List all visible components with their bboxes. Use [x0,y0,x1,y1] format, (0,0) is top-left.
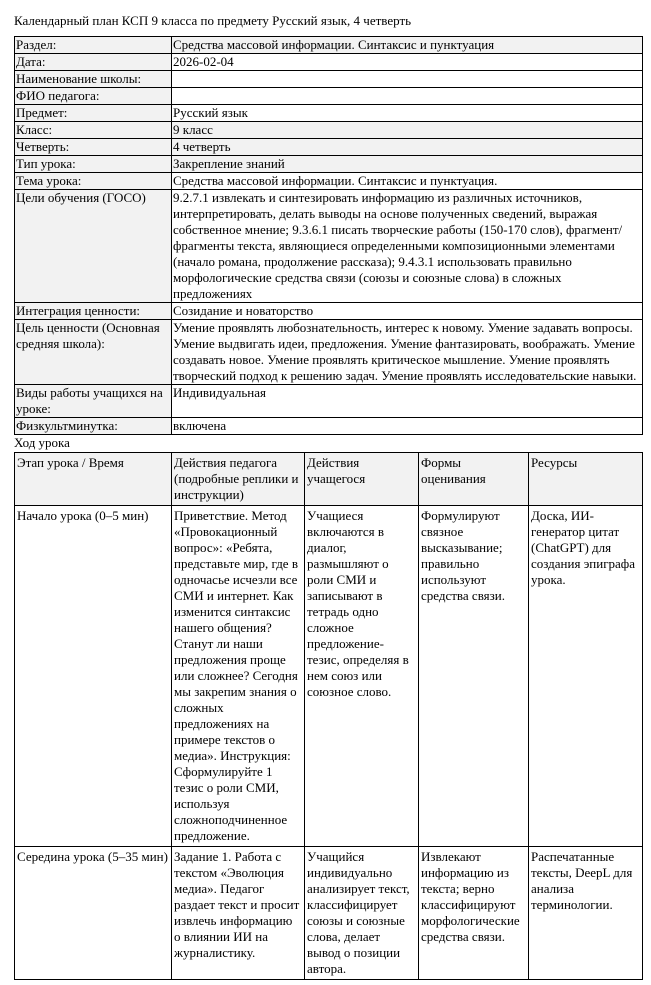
info-value: Умение проявлять любознательность, интерес к новому. Умение задавать вопросы. Умение выдвигать идеи, предложения. Умение фантазировать, воображать. Умение создавать новое. Умение проявлять критическое мышление. Умение проявлять творческий подход к решению задач. Умение проявлять исследовательские навыки. [172,320,643,385]
info-label: Тема урока: [15,173,172,190]
info-row [15,320,643,385]
cell-teacher: Задание 1. Работа с текстом «Эволюция медиа». Педагог раздает текст и просит извлечь информацию о влиянии ИИ на журналистику. [172,847,305,980]
info-label: ФИО педагога: [15,88,172,105]
info-value: Индивидуальная [172,385,643,418]
cell-stage: Середина урока (5–35 мин) [15,847,172,980]
cell-student: Учащиеся включаются в диалог, размышляют о роли СМИ и записывают в тетрадь одно сложное предложение-тезис, определяя в нем союз или союзное слово. [305,506,419,847]
cell-assessment: Извлекают информацию из текста; верно классифицируют морфологические средства связи. [419,847,529,980]
info-value: 9 класс [172,122,643,139]
lesson-flow-row [15,847,643,980]
info-label: Физкультминутка: [15,418,172,435]
info-row [15,105,643,122]
info-value: включена [172,418,643,435]
lesson-flow-label: Ход урока [14,435,70,450]
info-row [15,418,643,435]
cell-assessment: Формулируют связное высказывание; правильно используют средства связи. [419,506,529,847]
info-label: Тип урока: [15,156,172,173]
cell-stage: Начало урока (0–5 мин) [15,506,172,847]
info-row [15,385,643,418]
info-value: Созидание и новаторство [172,303,643,320]
info-value: 9.2.7.1 извлекать и синтезировать информацию из различных источников, интерпретировать, делать выводы на основе полученных сведений, выражая собственное мнение; 9.3.6.1 писать творческие работы (150-170 слов), фрагмент/фрагменты текста, являющиеся определенными композиционными элементами (начало романа, продолжение рассказа); 9.4.3.1 использовать правильно морфологические средства связи (союзы и союзные слова) в сложных предложениях [172,190,643,303]
lesson-flow-table [14,452,643,980]
info-row [15,156,643,173]
header-assessment: Формы оценивания [419,453,529,506]
info-value [172,88,643,105]
header-resources: Ресурсы [529,453,643,506]
info-value: Закрепление знаний [172,156,643,173]
header-teacher: Действия педагога (подробные реплики и инструкции) [172,453,305,506]
info-row [15,303,643,320]
info-row [15,122,643,139]
info-value: 4 четверть [172,139,643,156]
info-label: Интеграция ценности: [15,303,172,320]
info-row [15,37,643,54]
info-label: Цель ценности (Основная средняя школа): [15,320,172,385]
info-label: Виды работы учащихся на уроке: [15,385,172,418]
cell-resources: Распечатанные тексты, DeepL для анализа терминологии. [529,847,643,980]
lesson-flow-header-row [15,453,643,506]
info-row [15,139,643,156]
info-value: Средства массовой информации. Синтаксис и пунктуация. [172,173,643,190]
lesson-flow-row [15,506,643,847]
info-value [172,71,643,88]
info-row [15,71,643,88]
document-page [14,13,642,980]
info-value: Средства массовой информации. Синтаксис и пунктуация [172,37,643,54]
info-value: 2026-02-04 [172,54,643,71]
header-student: Действия учащегося [305,453,419,506]
info-label: Цели обучения (ГОСО) [15,190,172,303]
info-row [15,54,643,71]
document-title: Календарный план КСП 9 класса по предмету Русский язык, 4 четверть [14,13,412,28]
info-label: Четверть: [15,139,172,156]
info-value: Русский язык [172,105,643,122]
info-label: Раздел: [15,37,172,54]
lesson-info-table [14,36,643,435]
info-label: Наименование школы: [15,71,172,88]
info-row [15,190,643,303]
cell-student: Учащийся индивидуально анализирует текст, классифицирует союзы и союзные слова, делает вывод о позиции автора. [305,847,419,980]
info-row [15,88,643,105]
info-label: Дата: [15,54,172,71]
cell-teacher: Приветствие. Метод «Провокационный вопрос»: «Ребята, представьте мир, где в одночасье исчезли все СМИ и интернет. Как изменится синтаксис нашего общения? Станут ли наши предложения проще или сложнее? Сегодня мы закрепим знания о сложных предложениях на примере текстов о медиа». Инструкция: Сформулируйте 1 тезис о роли СМИ, используя сложноподчиненное предложение. [172,506,305,847]
info-row [15,173,643,190]
info-label: Класс: [15,122,172,139]
header-stage: Этап урока / Время [15,453,172,506]
cell-resources: Доска, ИИ-генератор цитат (ChatGPT) для создания эпиграфа урока. [529,506,643,847]
info-label: Предмет: [15,105,172,122]
